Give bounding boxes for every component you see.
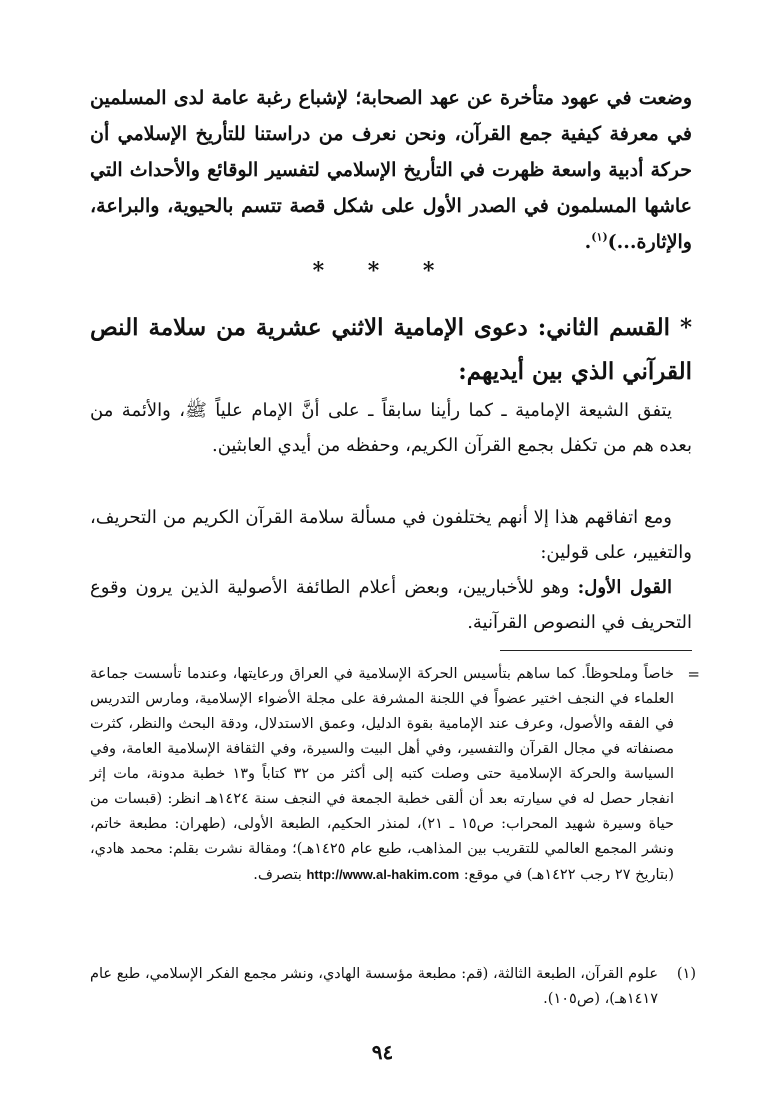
paragraph-2 [90, 500, 692, 570]
section-separator: * * * [312, 258, 453, 284]
footnote-site-link[interactable]: http://www.al-hakim.com [306, 867, 460, 882]
intro-paragraph-end: . [584, 231, 592, 253]
paragraph-3-lead: القول الأول: [577, 577, 672, 598]
intro-paragraph-text: وضعت في عهود متأخرة عن عهد الصحابة؛ لإشباع رغبة عامة لدى المسلمين في معرفة كيفية جمع القرآن، ونحن نعرف من دراستنا للتأريخ الإسلامي أن حركة أدبية واسعة ظهرت في التأريخ الإسلامي لتفسير الوقائع والأحداث التي عاشها المسلمون في الصدر الأول على شكل قصة تتسم بالحيوية، والبراعة، والإثارة...) [90, 87, 692, 253]
paragraph-1 [90, 393, 692, 463]
paragraph-3-rest: وهو للأخباريين، وبعض أعلام الطائفة الأصولية الذين يرون وقوع التحريف في النصوص القرآنية. [90, 577, 692, 633]
footnote-divider [500, 650, 692, 651]
footnote-1 [90, 962, 696, 1012]
page-number: ٩٤ [371, 1040, 394, 1064]
footnote-1-text: علوم القرآن، الطبعة الثالثة، (قم: مطبعة مؤسسة الهادي، ونشر مجمع الفكر الإسلامي، طبع عام ١٤١٧هـ)، (ص١٠٥). [90, 966, 658, 1007]
footnote-ref-1[interactable]: (١) [591, 230, 608, 244]
intro-paragraph [90, 80, 692, 260]
footnote-continuation-text: خاصاً وملحوظاً. كما ساهم بتأسيس الحركة الإسلامية في العراق ورعايتها، وعندما تأسست جماعة العلماء في النجف اختير عضواً في اللجنة المشرفة على مجلة الأضواء الإسلامية، ومارس التدريس في الفقه والأصول، وعرف عند الإمامية بقوة الدليل، وعمق الاستدلال، ودقة البحث والنظر، كثرت مصنفاته في مجال القرآن والتفسير، وفي أهل البيت والسيرة، وفي الثقافة الإسلامية العامة، وفي السياسة والحركة الإسلامية حتى وصلت كتبه إلى أكثر من ٣٢ كتاباً و١٣ خطبة مدونة، مات إثر انفجار حصل له في سيارته بعد أن ألقى خطبة الجمعة في النجف سنة ١٤٢٤هـ انظر: (قبسات من حياة وسيرة شهيد المحراب: ص١٥ ـ ٢١)، لمنذر الحكيم، الطبعة الأولى، (طهران: مطبعة خاتم، ونشر المجمع العالمي للتقريب بين المذاهب، طبع عام ١٤٢٥هـ)؛ ومقالة نشرت بقلم: محمد هادي، (بتاريخ ٢٧ رجب ١٤٢٢هـ) في موقع: [90, 666, 675, 883]
paragraph-3 [90, 570, 692, 640]
footnote-continuation [90, 662, 700, 888]
footnote-site-suffix: بتصرف. [253, 867, 307, 883]
footnote-1-number: (١) [676, 966, 696, 982]
footnote-continuation-mark: = [687, 665, 700, 683]
section-heading: * القسم الثاني: دعوى الإمامية الاثني عشرية من سلامة النص القرآني الذي بين أيديهم: [90, 314, 692, 385]
paragraph-3-text [90, 570, 692, 640]
paragraph-1-text: يتفق الشيعة الإمامية ـ كما رأينا سابقاً ـ على أنَّ الإمام علياً ﷺ، والأئمة من بعده هم من تكفل بجمع القرآن الكريم، وحفظه من أيدي العابثين. [90, 400, 692, 456]
paragraph-2-text: ومع اتفاقهم هذا إلا أنهم يختلفون في مسألة سلامة القرآن الكريم من التحريف، والتغيير، على قولين: [90, 507, 692, 563]
